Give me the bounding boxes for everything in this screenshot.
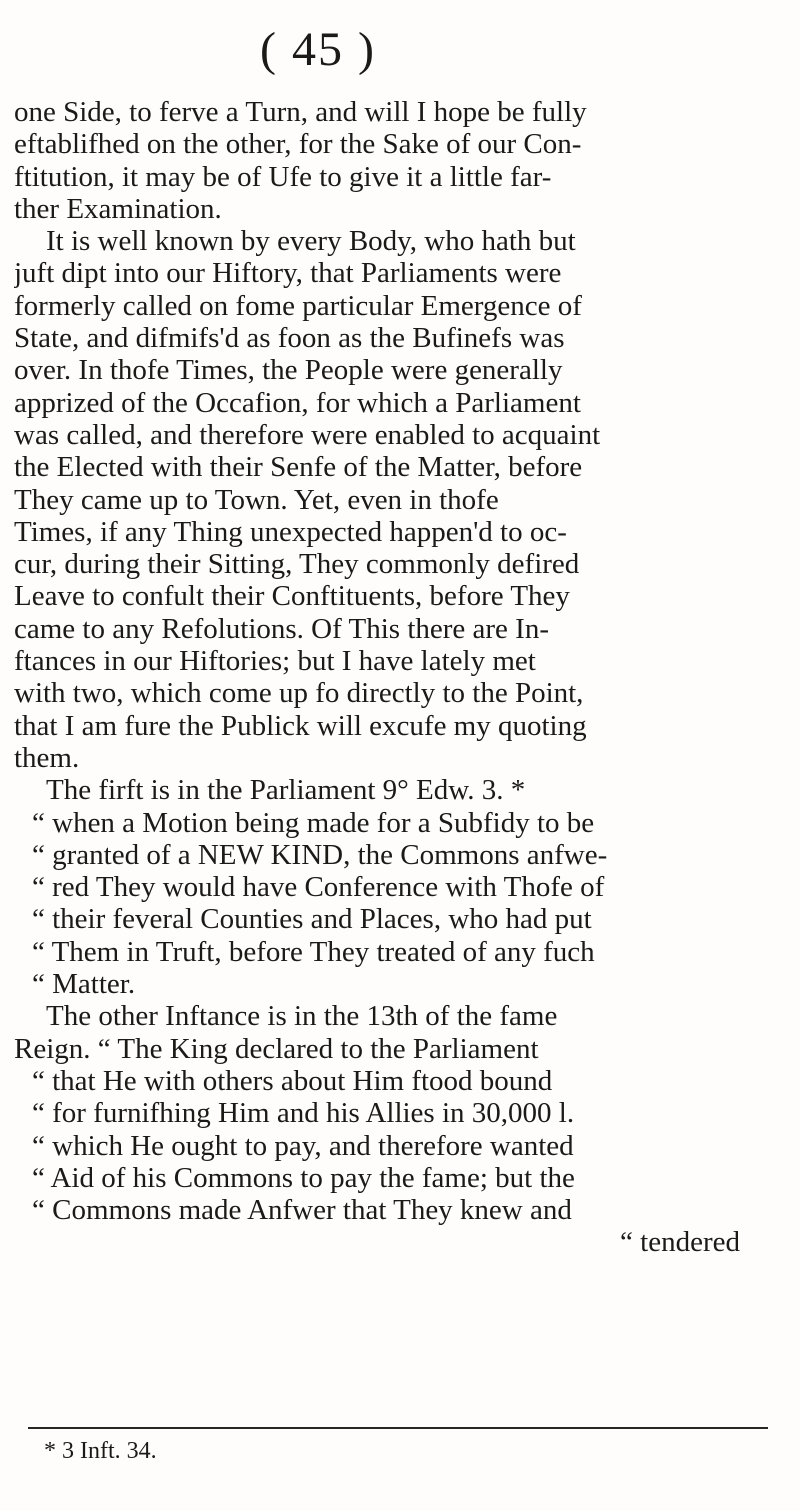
text-line: over. In thofe Times, the People were generally: [14, 354, 563, 387]
catchword-line: “ tendered: [620, 1226, 740, 1259]
quote-line: “ which He ought to pay, and therefore wanted: [32, 1129, 574, 1162]
text-line: apprized of the Occafion, for which a Parliament: [14, 386, 581, 419]
text-line: was called, and therefore were enabled to acquaint: [14, 418, 601, 451]
running-head: [0, 22, 800, 82]
text-line: Times, if any Thing unexpected happen'd to oc-: [14, 515, 567, 548]
quote-line: “ Aid of his Commons to pay the fame; but the: [32, 1161, 575, 1194]
text-line: juft dipt into our Hiftory, that Parliaments were: [14, 257, 562, 290]
text-line: eftablifhed on the other, for the Sake of our Con-: [14, 128, 582, 161]
text-line: them.: [14, 741, 80, 774]
text-line: Leave to confult their Conftituents, before They: [14, 580, 570, 613]
footnote: * 3 Inft. 34.: [44, 1438, 157, 1464]
quote-line: “ Them in Truft, before They treated of any fuch: [32, 935, 595, 968]
text-line: formerly called on fome particular Emergence of: [14, 289, 582, 322]
text-line: the Elected with their Senfe of the Matter, before: [14, 451, 583, 484]
page-number: ( 45 ): [260, 23, 376, 76]
quote-line: “ when a Motion being made for a Subfidy to be: [32, 806, 595, 839]
text-line: The firft is in the Parliament 9° Edw. 3. *: [46, 774, 526, 807]
text-line: that I am fure the Publick will excufe my quoting: [14, 709, 587, 742]
text-line: Reign. “ The King declared to the Parliament: [14, 1032, 539, 1065]
text-line: with two, which come up fo directly to the Point,: [14, 677, 584, 710]
quote-line: “ Matter.: [32, 968, 136, 1001]
quote-line: “ granted of a NEW KIND, the Commons anfwe-: [32, 838, 608, 871]
text-line: ftitution, it may be of Ufe to give it a little far-: [14, 160, 552, 193]
quote-line: “ for furnifhing Him and his Allies in 30,000 l.: [32, 1097, 575, 1130]
text-line: came to any Refolutions. Of This there are In-: [14, 612, 549, 645]
text-line: They came up to Town. Yet, even in thofe: [14, 483, 499, 516]
text-line: It is well known by every Body, who hath but: [46, 225, 576, 258]
quote-line: “ red They would have Conference with Thofe of: [32, 871, 605, 904]
quote-line: “ Commons made Anfwer that They knew and: [32, 1194, 572, 1227]
text-line: The other Inftance is in the 13th of the fame: [46, 1000, 558, 1033]
body-text: [14, 96, 774, 1259]
text-line: ftances in our Hiftories; but I have lately met: [14, 645, 536, 678]
text-line: State, and difmifs'd as foon as the Bufinefs was: [14, 322, 565, 355]
text-line: cur, during their Sitting, They commonly defired: [14, 548, 580, 581]
quote-line: “ their feveral Counties and Places, who had put: [32, 903, 592, 936]
quote-line: “ that He with others about Him ftood bound: [32, 1064, 553, 1097]
footnote-rule: [28, 1427, 768, 1429]
text-line: one Side, to ferve a Turn, and will I hope be fully: [14, 96, 587, 128]
text-line: ther Examination.: [14, 192, 222, 225]
